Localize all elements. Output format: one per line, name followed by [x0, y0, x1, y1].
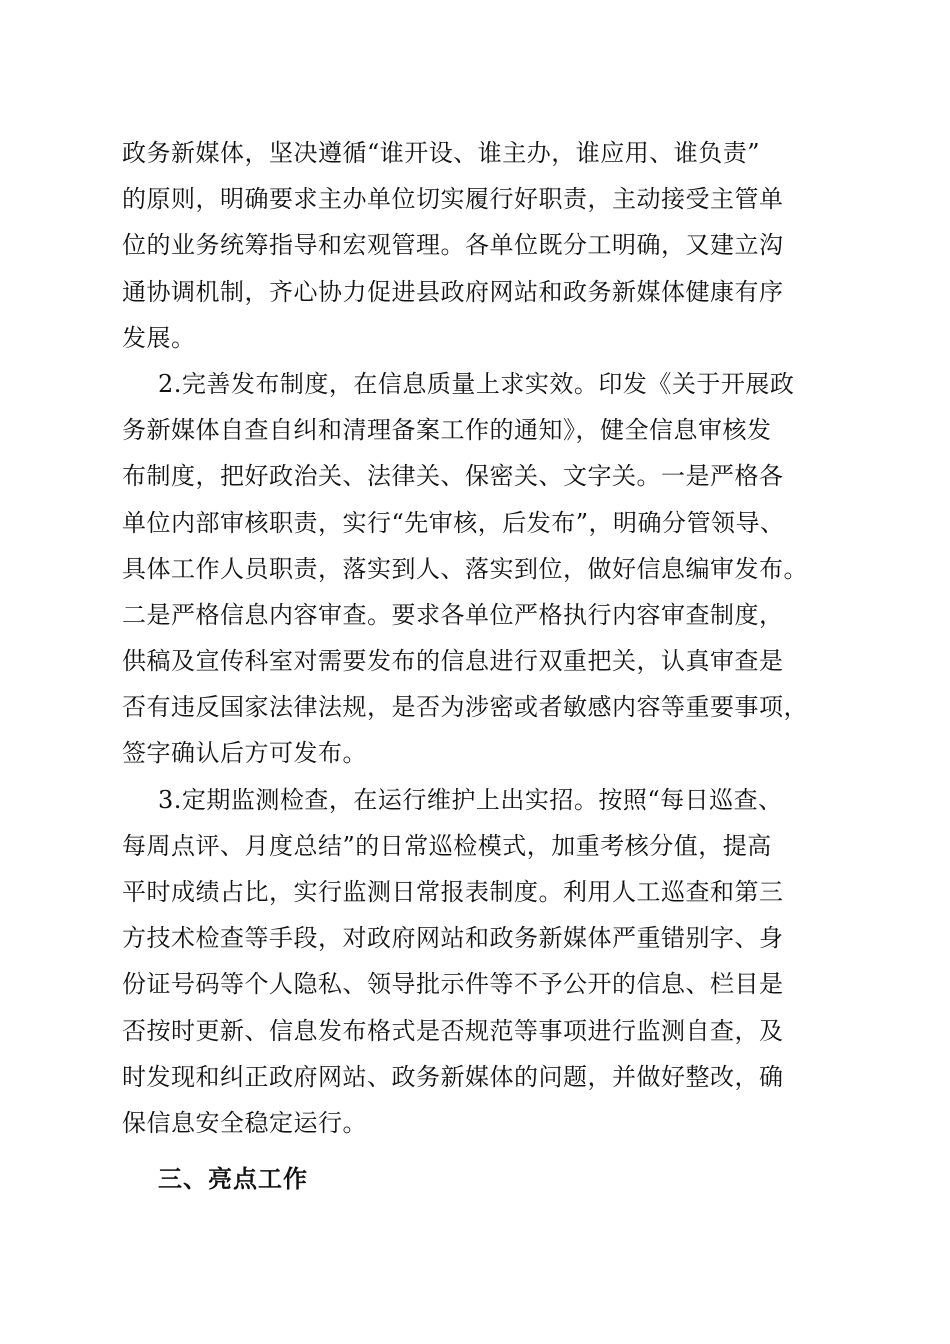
body-line: 供稿及宣传科室对需要发布的信息进行双重把关，认真审查是: [122, 647, 784, 676]
body-line: 具体工作人员职责，落实到人、落实到位，做好信息编审发布。: [122, 554, 808, 583]
section-heading: 三、亮点工作: [158, 1165, 308, 1194]
paragraph-start-line: 3.定期监测检查，在运行维护上出实招。按照“每日巡查、: [158, 785, 783, 814]
body-line: 签字确认后方可发布。: [122, 739, 367, 768]
body-line: 布制度，把好政治关、法律关、保密关、文字关。一是严格各: [122, 462, 784, 491]
body-line: 每周点评、月度总结”的日常巡检模式，加重考核分值，提高: [122, 831, 772, 860]
paragraph-start-line: 2.完善发布制度，在信息质量上求实效。印发《关于开展政: [158, 369, 795, 398]
body-line: 政务新媒体，坚决遵循“谁开设、谁主办，谁应用、谁负责”: [122, 139, 761, 167]
body-line: 二是严格信息内容审查。要求各单位严格执行内容审查制度，: [122, 600, 784, 629]
body-line: 位的业务统筹指导和宏观管理。各单位既分工明确，又建立沟: [122, 231, 784, 260]
body-line: 否有违反国家法律法规，是否为涉密或者敏感内容等重要事项，: [122, 693, 808, 722]
body-line: 的原则，明确要求主办单位切实履行好职责，主动接受主管单: [122, 185, 784, 214]
document-body: [122, 130, 842, 1202]
body-line: 方技术检查等手段，对政府网站和政务新媒体严重错别字、身: [122, 924, 784, 953]
body-line: 平时成绩占比，实行监测日常报表制度。利用人工巡查和第三: [122, 878, 784, 906]
body-line: 务新媒体自查自纠和清理备案工作的通知》，健全信息审核发: [122, 416, 772, 445]
body-line: 通协调机制，齐心协力促进县政府网站和政务新媒体健康有序: [122, 277, 784, 306]
body-line: 否按时更新、信息发布格式是否规范等事项进行监测自查，及: [122, 1016, 784, 1045]
body-line: 发展。: [122, 323, 196, 352]
body-line: 时发现和纠正政府网站、政务新媒体的问题，并做好整改，确: [122, 1062, 784, 1091]
body-line: 保信息安全稳定运行。: [122, 1108, 367, 1137]
body-line: 份证号码等个人隐私、领导批示件等不予公开的信息、栏目是: [122, 970, 784, 999]
body-line: 单位内部审核职责，实行“先审核，后发布”，明确分管领导、: [122, 508, 785, 537]
